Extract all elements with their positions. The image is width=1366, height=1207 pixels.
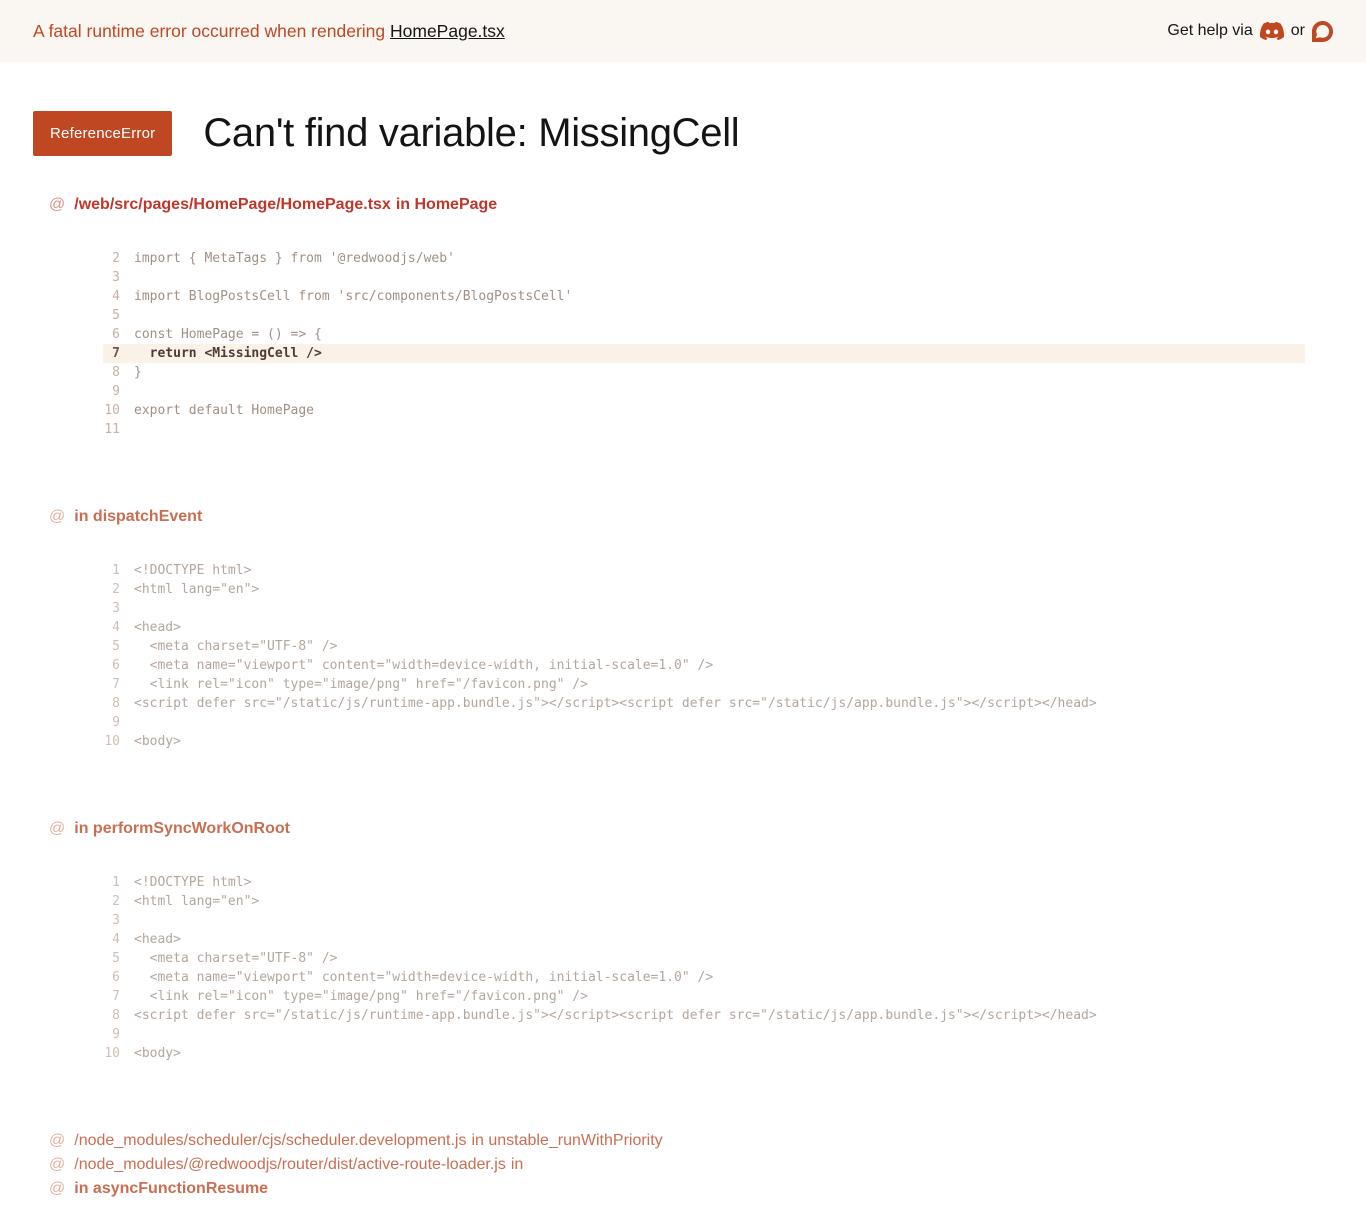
code-text: <head> [134,620,181,635]
code-text: <!DOCTYPE html> [134,875,252,890]
code-line [103,968,1305,987]
error-page-main [0,111,1366,1207]
stack-frame [33,1177,1333,1201]
code-line [103,656,1305,675]
code-text: <head> [134,932,181,947]
banner-file-link[interactable]: HomePage.tsx [390,20,505,41]
code-line [103,580,1305,599]
banner-message [33,21,505,42]
code-line [103,599,1305,618]
discourse-icon [1312,21,1333,42]
at-symbol: @ [49,196,66,213]
frame-function: in HomePage [395,196,498,213]
line-number: 8 [112,365,120,380]
code-line [103,1044,1305,1063]
stack-frame [33,1153,1333,1177]
code-text: <script defer src="/static/js/runtime-app.bundle.js"></script><script defer src="/static/js/app.bundle.js"></script></head> [134,1008,1097,1023]
line-number: 5 [112,308,120,323]
code-text: <meta name="viewport" content="width=device-width, initial-scale=1.0" /> [134,658,714,673]
code-text: <html lang="en"> [134,582,260,597]
code-line [103,873,1305,892]
line-number: 10 [104,734,120,749]
stack-frame [33,817,1333,1063]
line-number: 3 [112,913,120,928]
code-text: <html lang="en"> [134,894,260,909]
discord-icon [1260,22,1284,40]
stack-frame [33,505,1333,751]
line-number: 6 [112,327,120,342]
discourse-link[interactable] [1312,21,1333,42]
code-text: import { MetaTags } from '@redwoodjs/web' [134,251,455,266]
code-line [103,949,1305,968]
line-number: 6 [112,658,120,673]
line-number: 1 [112,875,120,890]
code-line [103,382,1305,401]
line-number: 8 [112,1008,120,1023]
fatal-error-banner [0,0,1366,62]
code-text: <body> [134,1046,181,1061]
stack-frame-heading [33,817,1333,841]
line-number: 4 [112,620,120,635]
frame-path: /node_modules/scheduler/cjs/scheduler.development.js [74,1132,467,1149]
code-text: import BlogPostsCell from 'src/components/BlogPostsCell' [134,289,573,304]
code-line [103,637,1305,656]
stack-frame-heading [33,1177,1333,1201]
stack-frame [33,1129,1333,1153]
frame-path: /web/src/pages/HomePage/HomePage.tsx [74,196,391,213]
code-line [103,306,1305,325]
code-line [103,892,1305,911]
code-line [103,325,1305,344]
line-number: 6 [112,970,120,985]
banner-message-text: A fatal runtime error occurred when rendering [33,20,386,41]
get-help-text: Get help via [1167,22,1253,39]
frame-path: /node_modules/@redwoodjs/router/dist/active-route-loader.js [74,1156,506,1173]
code-text: <script defer src="/static/js/runtime-app.bundle.js"></script><script defer src="/static/js/app.bundle.js"></script></head> [134,696,1097,711]
line-number: 7 [112,989,120,1004]
code-line [103,713,1305,732]
line-number: 9 [112,384,120,399]
discord-link[interactable] [1260,22,1284,40]
error-message-title: Can't find variable: MissingCell [203,111,740,155]
code-text: <body> [134,734,181,749]
code-line [103,930,1305,949]
line-number: 2 [112,894,120,909]
at-symbol: @ [49,508,66,525]
at-symbol: @ [49,820,66,837]
code-line [103,675,1305,694]
code-text: <link rel="icon" type="image/png" href="/favicon.png" /> [134,989,588,1004]
line-number: 9 [112,715,120,730]
code-line [103,249,1305,268]
line-number: 7 [112,677,120,692]
frame-function: in dispatchEvent [74,508,203,525]
code-text: return <MissingCell /> [134,346,322,361]
line-number: 9 [112,1027,120,1042]
at-symbol: @ [49,1180,66,1197]
line-number: 7 [112,346,120,361]
code-line [103,287,1305,306]
stack-frame-heading [33,193,1333,217]
code-text: export default HomePage [134,403,315,418]
error-type-badge: ReferenceError [33,111,172,156]
code-text: <!DOCTYPE html> [134,563,252,578]
stack-frame [33,193,1333,439]
code-line [103,420,1305,439]
frame-function: in [510,1156,524,1173]
code-text: <link rel="icon" type="image/png" href="/favicon.png" /> [134,677,588,692]
line-number: 3 [112,270,120,285]
line-number: 1 [112,563,120,578]
line-number: 4 [112,932,120,947]
code-line [103,268,1305,287]
line-number: 4 [112,289,120,304]
line-number: 10 [104,403,120,418]
code-text: const HomePage = () => { [134,327,322,342]
stack-frame-heading [33,505,1333,529]
code-text: <meta charset="UTF-8" /> [134,639,338,654]
frame-function: in unstable_runWithPriority [471,1132,663,1149]
line-number: 10 [104,1046,120,1061]
get-help-area [1167,21,1333,42]
frame-function: in asyncFunctionResume [74,1180,269,1197]
line-number: 11 [104,422,120,437]
stack-frame-heading [33,1153,1333,1177]
code-line [103,401,1305,420]
code-text: <meta name="viewport" content="width=device-width, initial-scale=1.0" /> [134,970,714,985]
line-number: 5 [112,951,120,966]
stack-frames [33,193,1333,1201]
code-text: } [134,365,142,380]
line-number: 2 [112,251,120,266]
get-help-or-text: or [1290,22,1305,39]
code-line [103,911,1305,930]
code-line [103,618,1305,637]
code-line [103,732,1305,751]
code-line [103,1006,1305,1025]
error-title-row [33,111,1333,156]
code-line [103,987,1305,1006]
code-line [103,1025,1305,1044]
code-block [103,873,1305,1063]
line-number: 8 [112,696,120,711]
code-block [103,561,1305,751]
line-number: 5 [112,639,120,654]
code-text: <meta charset="UTF-8" /> [134,951,338,966]
line-number: 2 [112,582,120,597]
code-line-highlighted [103,344,1305,363]
code-line [103,363,1305,382]
line-number: 3 [112,601,120,616]
code-line [103,561,1305,580]
code-block [103,249,1305,439]
at-symbol: @ [49,1156,66,1173]
code-line [103,694,1305,713]
frame-function: in performSyncWorkOnRoot [74,820,290,837]
stack-frame-heading [33,1129,1333,1153]
at-symbol: @ [49,1132,66,1149]
